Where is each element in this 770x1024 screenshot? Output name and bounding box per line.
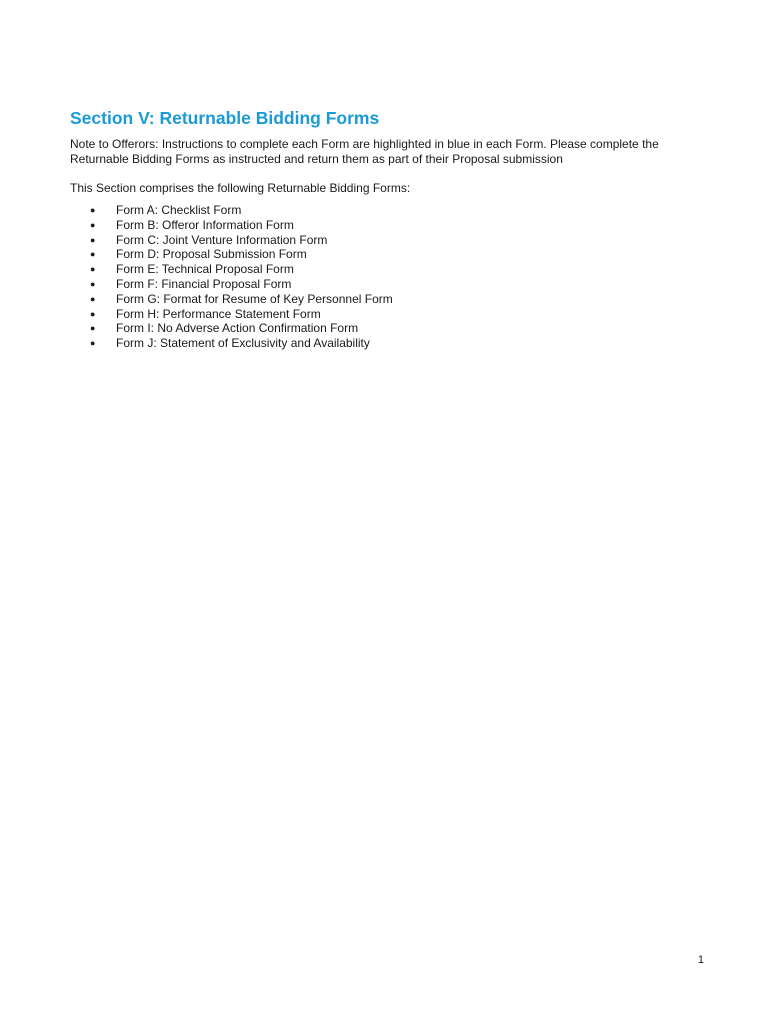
bullet-icon: ● [90, 264, 96, 275]
note-to-offerors: Note to Offerors: Instructions to complete each Form are highlighted in blue in each Form. Please complete the Returnable Bidding Forms as instructed and return them as part of their Proposal submission [70, 137, 659, 166]
form-d-label: Form D: Proposal Submission Form [116, 247, 307, 262]
bullet-icon: ● [90, 323, 96, 334]
form-j-label: Form J: Statement of Exclusivity and Availability [116, 336, 370, 351]
form-g-label: Form G: Format for Resume of Key Personnel Form [116, 291, 393, 306]
bullet-icon: ● [90, 249, 96, 260]
form-b-label: Form B: Offeror Information Form [116, 217, 294, 232]
form-f-label: Form F: Financial Proposal Form [116, 276, 292, 291]
section-intro: This Section comprises the following Returnable Bidding Forms: [70, 181, 411, 195]
bullet-icon: ● [90, 278, 96, 289]
bullet-icon: ● [90, 205, 96, 215]
bullet-icon: ● [90, 338, 96, 349]
section-heading: Section V: Returnable Bidding Forms [70, 108, 380, 128]
form-c-label: Form C: Joint Venture Information Form [116, 232, 328, 247]
bullet-icon: ● [90, 219, 96, 230]
form-h-label: Form H: Performance Statement Form [116, 306, 321, 321]
bullet-icon: ● [90, 234, 96, 245]
form-a-label: Form A: Checklist Form [116, 203, 242, 217]
page-number: 1 [697, 954, 704, 966]
form-e-label: Form E: Technical Proposal Form [116, 262, 294, 277]
form-i-label: Form I: No Adverse Action Confirmation Form [116, 321, 359, 336]
bullet-icon: ● [90, 308, 96, 319]
bullet-icon: ● [90, 293, 96, 304]
